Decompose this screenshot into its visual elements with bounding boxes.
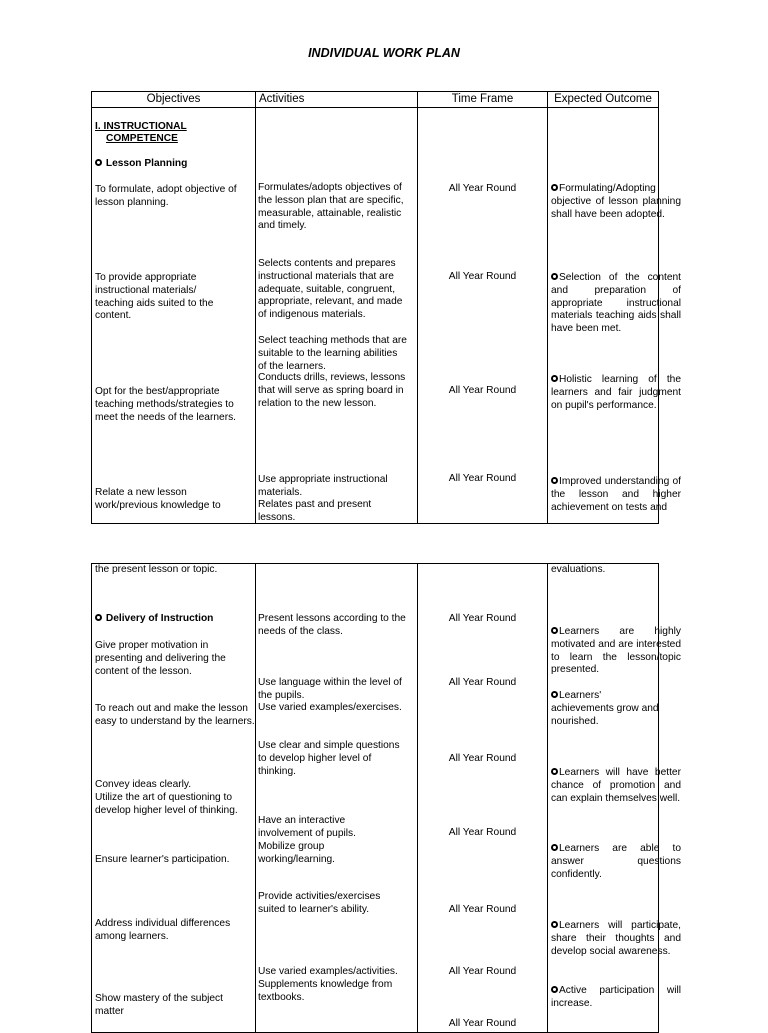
- bullet-icon: [551, 273, 558, 280]
- column-divider: [417, 564, 418, 1032]
- bullet-icon: [551, 627, 558, 634]
- outcome-cell: Learners will participate, share their thoughts and develop social awareness.: [551, 920, 681, 957]
- activity-cell: Mobilize group working/learning.: [258, 841, 336, 865]
- objective-cell: To provide appropriate instructional materials/ teaching aids suited to the content.: [95, 272, 214, 322]
- objective-cell: To formulate, adopt objective of lesson planning.: [95, 184, 237, 208]
- activity-cell: Select teaching methods that are suitable to the learning abilities of the learners.: [258, 335, 407, 372]
- activity-cell: Have an interactive involvement of pupils.: [258, 815, 356, 839]
- outcome-cell: Selection of the content and preparation of appropriate instructional materials teaching aids shall have been met.: [551, 272, 681, 335]
- objective-cell: Show mastery of the subject matter: [95, 993, 223, 1017]
- bullet-icon: [95, 159, 102, 166]
- outcome-cell: Holistic learning of the learners and fair judgment on pupil's performance.: [551, 374, 681, 411]
- outcome-cell: Improved understanding of the lesson and higher achievement on tests and: [551, 476, 681, 513]
- activity-cell: Use varied examples/activities.: [258, 966, 398, 977]
- header-activities: Activities: [259, 93, 305, 105]
- activity-cell: Present lessons according to the needs of the class.: [258, 613, 406, 637]
- time-frame-cell: All Year Round: [448, 271, 517, 282]
- bullet-icon: [551, 691, 558, 698]
- time-frame-cell: All Year Round: [448, 385, 517, 396]
- objective-cell: Give proper motivation in presenting and delivering the content of the lesson.: [95, 640, 226, 677]
- column-divider: [255, 92, 256, 523]
- time-frame-cell: All Year Round: [448, 677, 517, 688]
- bullet-icon: [95, 614, 102, 621]
- objective-cell: Relate a new lesson work/previous knowledge to: [95, 487, 221, 511]
- header-divider: [92, 107, 658, 108]
- column-divider: [547, 92, 548, 523]
- objective-cell: Ensure learner's participation.: [95, 854, 230, 865]
- outcome-cell: Learners' achievements grow and nourished.: [551, 690, 659, 727]
- time-frame-cell: All Year Round: [448, 613, 517, 624]
- time-frame-cell: All Year Round: [448, 966, 517, 977]
- section-heading-continued: COMPETENCE: [106, 133, 178, 144]
- outcome-continued: evaluations.: [551, 564, 606, 575]
- bullet-icon: [551, 184, 558, 191]
- outcome-cell: Formulating/Adopting objective of lesson planning shall have been adopted.: [551, 183, 681, 220]
- time-frame-cell: All Year Round: [448, 827, 517, 838]
- activity-cell: Use appropriate instructional materials.: [258, 474, 388, 498]
- activity-cell: Provide activities/exercises suited to learner's ability.: [258, 891, 381, 915]
- outcome-cell: Learners will have better chance of promotion and can explain themselves well.: [551, 767, 681, 804]
- time-frame-cell: All Year Round: [448, 753, 517, 764]
- bullet-icon: [551, 986, 558, 993]
- bullet-icon: [551, 844, 558, 851]
- work-plan-table-page2: [91, 563, 681, 1033]
- activity-cell: Formulates/adopts objectives of the lesson plan that are specific, measurable, attainable, realistic and timely.: [258, 182, 404, 232]
- bullet-icon: [551, 768, 558, 775]
- time-frame-cell: All Year Round: [448, 1018, 517, 1029]
- outcome-cell: Learners are able to answer questions confidently.: [551, 843, 681, 880]
- time-frame-cell: All Year Round: [448, 183, 517, 194]
- objective-cell: Opt for the best/appropriate teaching methods/strategies to meet the needs of the learners.: [95, 386, 237, 423]
- outcome-cell: Learners are highly motivated and are interested to learn the lesson/topic presented.: [551, 626, 681, 676]
- objective-continued: the present lesson or topic.: [95, 564, 218, 575]
- time-frame-cell: All Year Round: [448, 473, 517, 484]
- bullet-icon: [551, 477, 558, 484]
- activity-cell: Use clear and simple questions to develop higher level of thinking.: [258, 740, 400, 777]
- objective-cell: Address individual differences among learners.: [95, 918, 231, 942]
- activity-cell: Use language within the level of the pupils.: [258, 677, 402, 701]
- objective-cell: To reach out and make the lesson easy to understand by the learners.: [95, 703, 255, 727]
- subsection-lesson-planning: Lesson Planning: [95, 158, 253, 171]
- bullet-icon: [551, 921, 558, 928]
- time-frame-cell: All Year Round: [448, 904, 517, 915]
- activity-cell: Use varied examples/exercises.: [258, 702, 402, 713]
- section-heading: I. INSTRUCTIONAL: [95, 121, 187, 132]
- subsection-delivery-of-instruction: Delivery of Instruction: [95, 613, 253, 626]
- header-objectives: Objectives: [146, 93, 201, 105]
- bullet-icon: [551, 375, 558, 382]
- column-divider: [417, 92, 418, 523]
- objective-cell: Convey ideas clearly. Utilize the art of questioning to develop higher level of thinking.: [95, 779, 238, 816]
- work-plan-table-page1: [91, 91, 681, 524]
- header-time-frame: Time Frame: [451, 93, 514, 105]
- activity-cell: Relates past and present lessons.: [258, 499, 372, 523]
- activity-cell: Supplements knowledge from textbooks.: [258, 979, 393, 1003]
- column-divider: [547, 564, 548, 1032]
- document-title: INDIVIDUAL WORK PLAN: [308, 46, 460, 60]
- column-divider: [255, 564, 256, 1032]
- header-expected-outcome: Expected Outcome: [554, 93, 652, 105]
- activity-cell: Conducts drills, reviews, lessons that will serve as spring board in relation to the new lesson.: [258, 372, 406, 409]
- outcome-cell: Active participation will increase.: [551, 985, 681, 1009]
- activity-cell: Selects contents and prepares instructional materials that are adequate, suitable, congruent, appropriate, relevant, and made of indigenous materials.: [258, 258, 403, 321]
